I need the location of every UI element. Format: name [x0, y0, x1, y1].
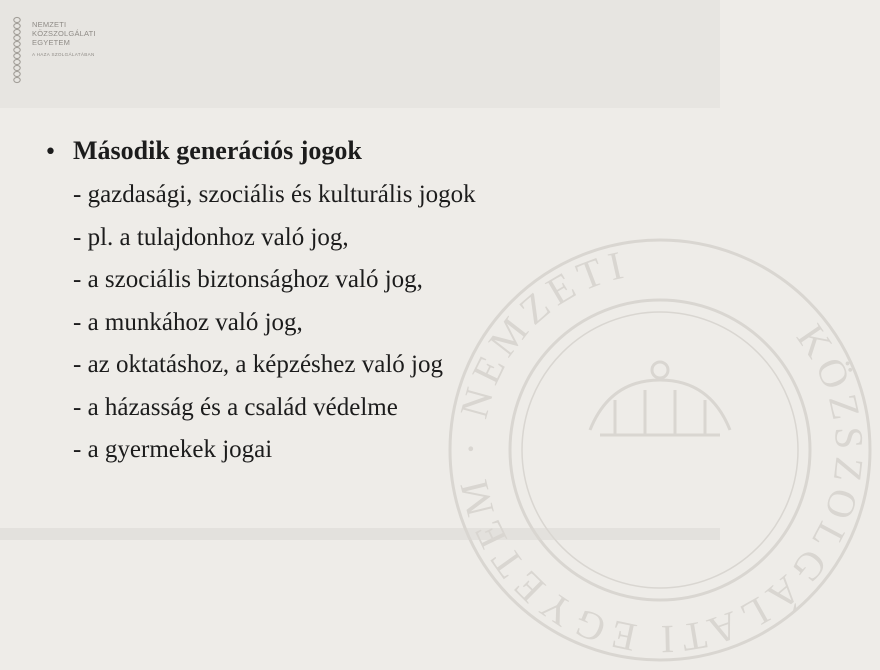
university-logo	[12, 14, 142, 84]
list-item: - gazdasági, szociális és kulturális jogok	[73, 181, 476, 208]
slide-content	[44, 134, 694, 472]
logo-text	[32, 20, 96, 59]
rights-list	[44, 174, 694, 472]
list-item: - a munkához való jog,	[73, 308, 303, 336]
list-item: - a házasság és a család védelme	[73, 393, 398, 421]
bullet-text: Második generációs jogok	[73, 136, 362, 165]
seal-text: KÖZSZOLGÁLATI EGYETEM · NEMZETI	[447, 241, 873, 663]
logo-line: EGYETEM	[32, 38, 71, 47]
list-item: - az oktatáshoz, a képzéshez való jog	[73, 351, 443, 378]
logo-chain-icon	[12, 16, 22, 84]
list-item: - pl. a tulajdonhoz való jog,	[73, 223, 349, 251]
logo-subtitle: A HAZA SZOLGÁLATÁBAN	[32, 52, 95, 57]
bullet-heading	[44, 134, 694, 170]
list-item: - a gyermekek jogai	[73, 436, 273, 463]
bullet-icon: •	[44, 140, 57, 165]
list-item: - a szociális biztonsághoz való jog,	[73, 266, 423, 293]
logo-line: NEMZETI	[32, 20, 67, 29]
logo-line: KÖZSZOLGÁLATI	[32, 29, 96, 38]
